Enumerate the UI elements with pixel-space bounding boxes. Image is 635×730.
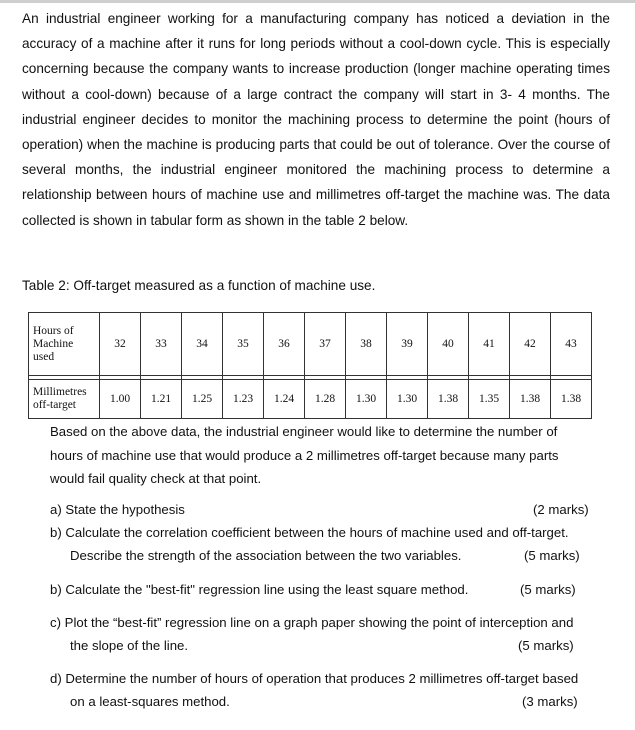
question-c-line1: c) Plot the “best-fit” regression line on a graph paper showing the point of interception and [50, 615, 574, 630]
offtarget-cell: 1.00 [100, 380, 141, 419]
hours-cell: 32 [100, 313, 141, 376]
offtarget-cell: 1.30 [387, 380, 428, 419]
question-b1-line1: b) Calculate the correlation coefficient between the hours of machine used and off-target. [50, 525, 569, 540]
offtarget-cell: 1.38 [428, 380, 469, 419]
hours-cell: 36 [264, 313, 305, 376]
question-a: a) State the hypothesis [50, 502, 185, 517]
hours-cell: 37 [305, 313, 346, 376]
hours-cell: 33 [141, 313, 182, 376]
question-b2-marks: (5 marks) [520, 582, 576, 597]
follow-up-paragraph: Based on the above data, the industrial engineer would like to determine the number of hours of machine use that would produce a 2 millimetres off-target because many parts would fail quality check at that point. [50, 424, 559, 486]
hours-label-line2: Machine [33, 337, 74, 350]
offtarget-row [29, 380, 592, 419]
offtarget-cell: 1.21 [141, 380, 182, 419]
question-b2: b) Calculate the "best-fit" regression line using the least square method. [50, 582, 469, 597]
hours-cell: 35 [223, 313, 264, 376]
question-a-marks: (2 marks) [533, 502, 589, 517]
offtarget-row-header [29, 380, 100, 419]
offtarget-cell: 1.25 [182, 380, 223, 419]
offtarget-cell: 1.38 [510, 380, 551, 419]
hours-cell: 42 [510, 313, 551, 376]
question-d-line1: d) Determine the number of hours of operation that produces 2 millimetres off-target based [50, 671, 579, 686]
offtarget-cell: 1.38 [551, 380, 592, 419]
hours-cell: 38 [346, 313, 387, 376]
offtarget-cell: 1.23 [223, 380, 264, 419]
offtarget-label-line1: Millimetres [33, 386, 87, 398]
question-d-line2: on a least-squares method. [70, 694, 230, 709]
hours-cell: 43 [551, 313, 592, 376]
hours-cell: 34 [182, 313, 223, 376]
offtarget-cell: 1.28 [305, 380, 346, 419]
hours-cell: 41 [469, 313, 510, 376]
hours-cell: 39 [387, 313, 428, 376]
question-d-marks: (3 marks) [522, 694, 578, 709]
intro-paragraph: An industrial engineer working for a manufacturing company has noticed a deviation in the accuracy of a machine after it runs for long periods without a cool-down cycle. This is especially concerning because the company wants to increase production (longer machine operating times without a cool-down) because of a large contract the company will start in 3- 4 months. The industrial engineer decides to monitor the machining process to determine the point (hours of operation) when the machine is producing parts that could be out of tolerance. Over the course of several months, the industrial engineer monitored the machining process to determine a relationship between hours of machine use and millimetres off-target the machine was. The data collected is shown in tabular form as shown in the table 2 below. [22, 11, 610, 228]
data-table [28, 312, 592, 419]
hours-label-line1: Hours of [33, 324, 74, 337]
question-b1-marks: (5 marks) [524, 548, 580, 563]
top-rule [0, 0, 635, 3]
question-b1-line2: Describe the strength of the association between the two variables. [70, 548, 462, 563]
offtarget-label-line2: off-target [33, 399, 77, 411]
hours-row-header [29, 313, 100, 376]
offtarget-cell: 1.30 [346, 380, 387, 419]
question-c-marks: (5 marks) [518, 638, 574, 653]
hours-row [29, 313, 592, 376]
hours-cell: 40 [428, 313, 469, 376]
table-caption: Table 2: Off-target measured as a function of machine use. [22, 278, 376, 293]
offtarget-cell: 1.24 [264, 380, 305, 419]
question-c-line2: the slope of the line. [70, 638, 189, 653]
offtarget-cell: 1.35 [469, 380, 510, 419]
hours-label-line3: used [33, 350, 55, 363]
